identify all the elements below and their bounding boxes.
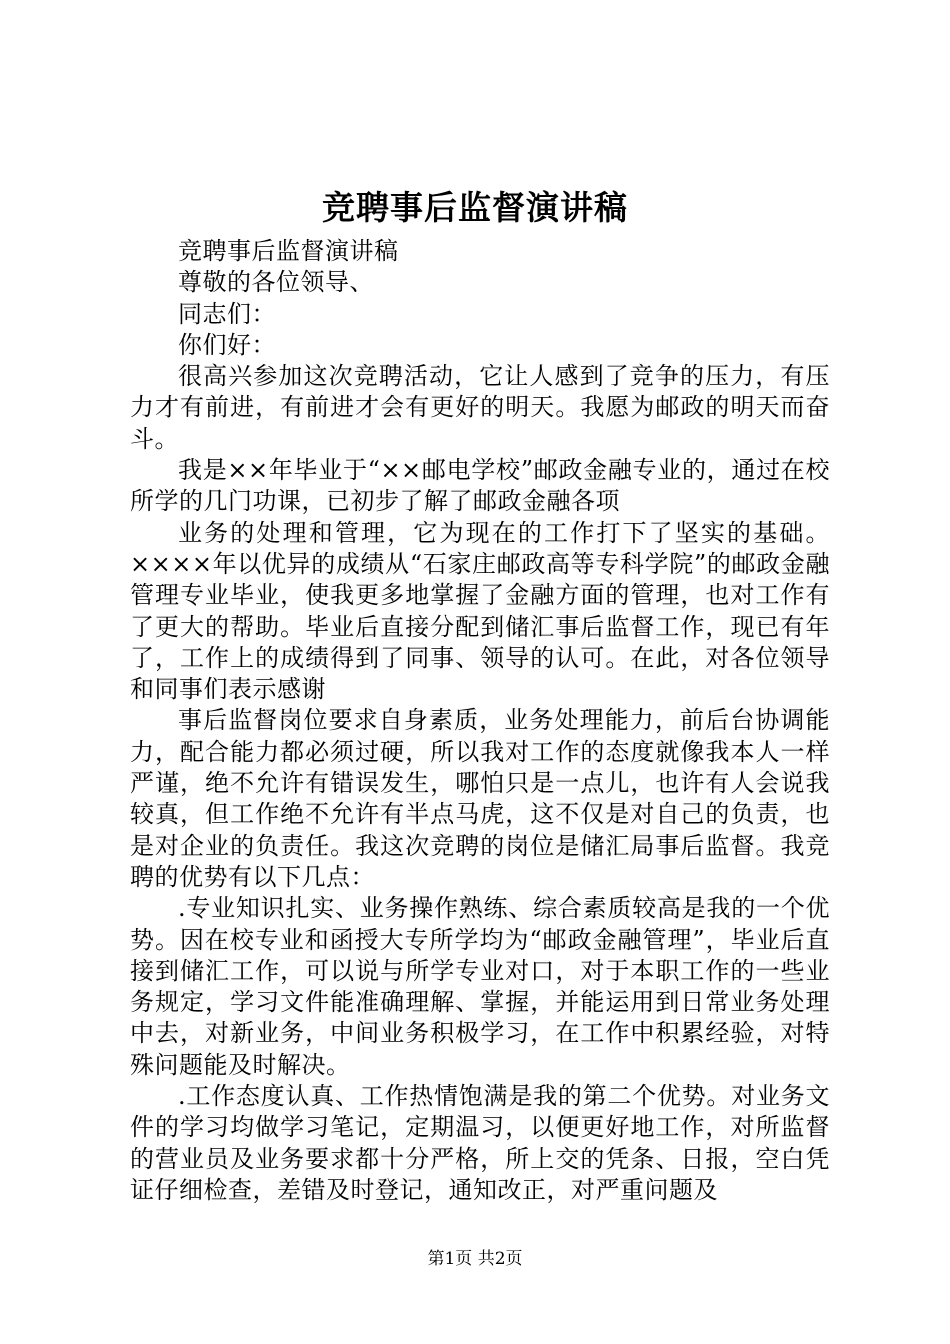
paragraph: 业务的处理和管理，它为现在的工作打下了坚实的基础。××××年以优异的成绩从“石家庄邮政高等专科学院”的邮政金融管理专业毕业，使我更多地掌握了金融方面的管理，也对工作有了更大的帮助。毕业后直接分配到储汇事后监督工作，现已有年了，工作上的成绩得到了同事、领导的认可。在此，对各位领导和同事们表示感谢 xyxy=(130,518,830,704)
document-title: 竞聘事后监督演讲稿 xyxy=(322,188,628,227)
paragraph: .工作态度认真、工作热情饱满是我的第二个优势。对业务文件的学习均做学习笔记，定期温习，以便更好地工作，对所监督的营业员及业务要求都十分严格，所上交的凭条、日报，空白凭证仔细检查，差错及时登记，通知改正，对严重问题及 xyxy=(130,1082,830,1204)
paragraph: 你们好： xyxy=(178,330,276,359)
paragraph: 同志们： xyxy=(178,299,276,328)
paragraph: .专业知识扎实、业务操作熟练、综合素质较高是我的一个优势。因在校专业和函授大专所学均为“邮政金融管理”，毕业后直接到储汇工作，可以说与所学专业对口，对于本职工作的一些业务规定，学习文件能准确理解、掌握，并能运用到日常业务处理中去，对新业务，中间业务积极学习，在工作中积累经验，对特殊问题能及时解决。 xyxy=(130,894,830,1079)
document-body xyxy=(130,236,830,1206)
page-number-footer: 第1页 共2页 xyxy=(427,1249,523,1269)
paragraph: 竞聘事后监督演讲稿 xyxy=(178,237,399,265)
paragraph: 事后监督岗位要求自身素质，业务处理能力，前后台协调能力，配合能力都必须过硬，所以我对工作的态度就像我本人一样严谨，绝不允许有错误发生，哪怕只是一点儿，也许有人会说我较真，但工作绝不允许有半点马虎，这不仅是对自己的负责，也是对企业的负责任。我这次竞聘的岗位是储汇局事后监督。我竞聘的优势有以下几点： xyxy=(130,706,830,891)
paragraph: 很高兴参加这次竞聘活动，它让人感到了竞争的压力，有压力才有前进，有前进才会有更好的明天。我愿为邮政的明天而奋斗。 xyxy=(130,362,830,453)
paragraph: 尊敬的各位领导、 xyxy=(178,268,374,297)
paragraph: 我是××年毕业于“××邮电学校”邮政金融专业的，通过在校所学的几门功课，已初步了解了邮政金融各项 xyxy=(130,456,830,516)
